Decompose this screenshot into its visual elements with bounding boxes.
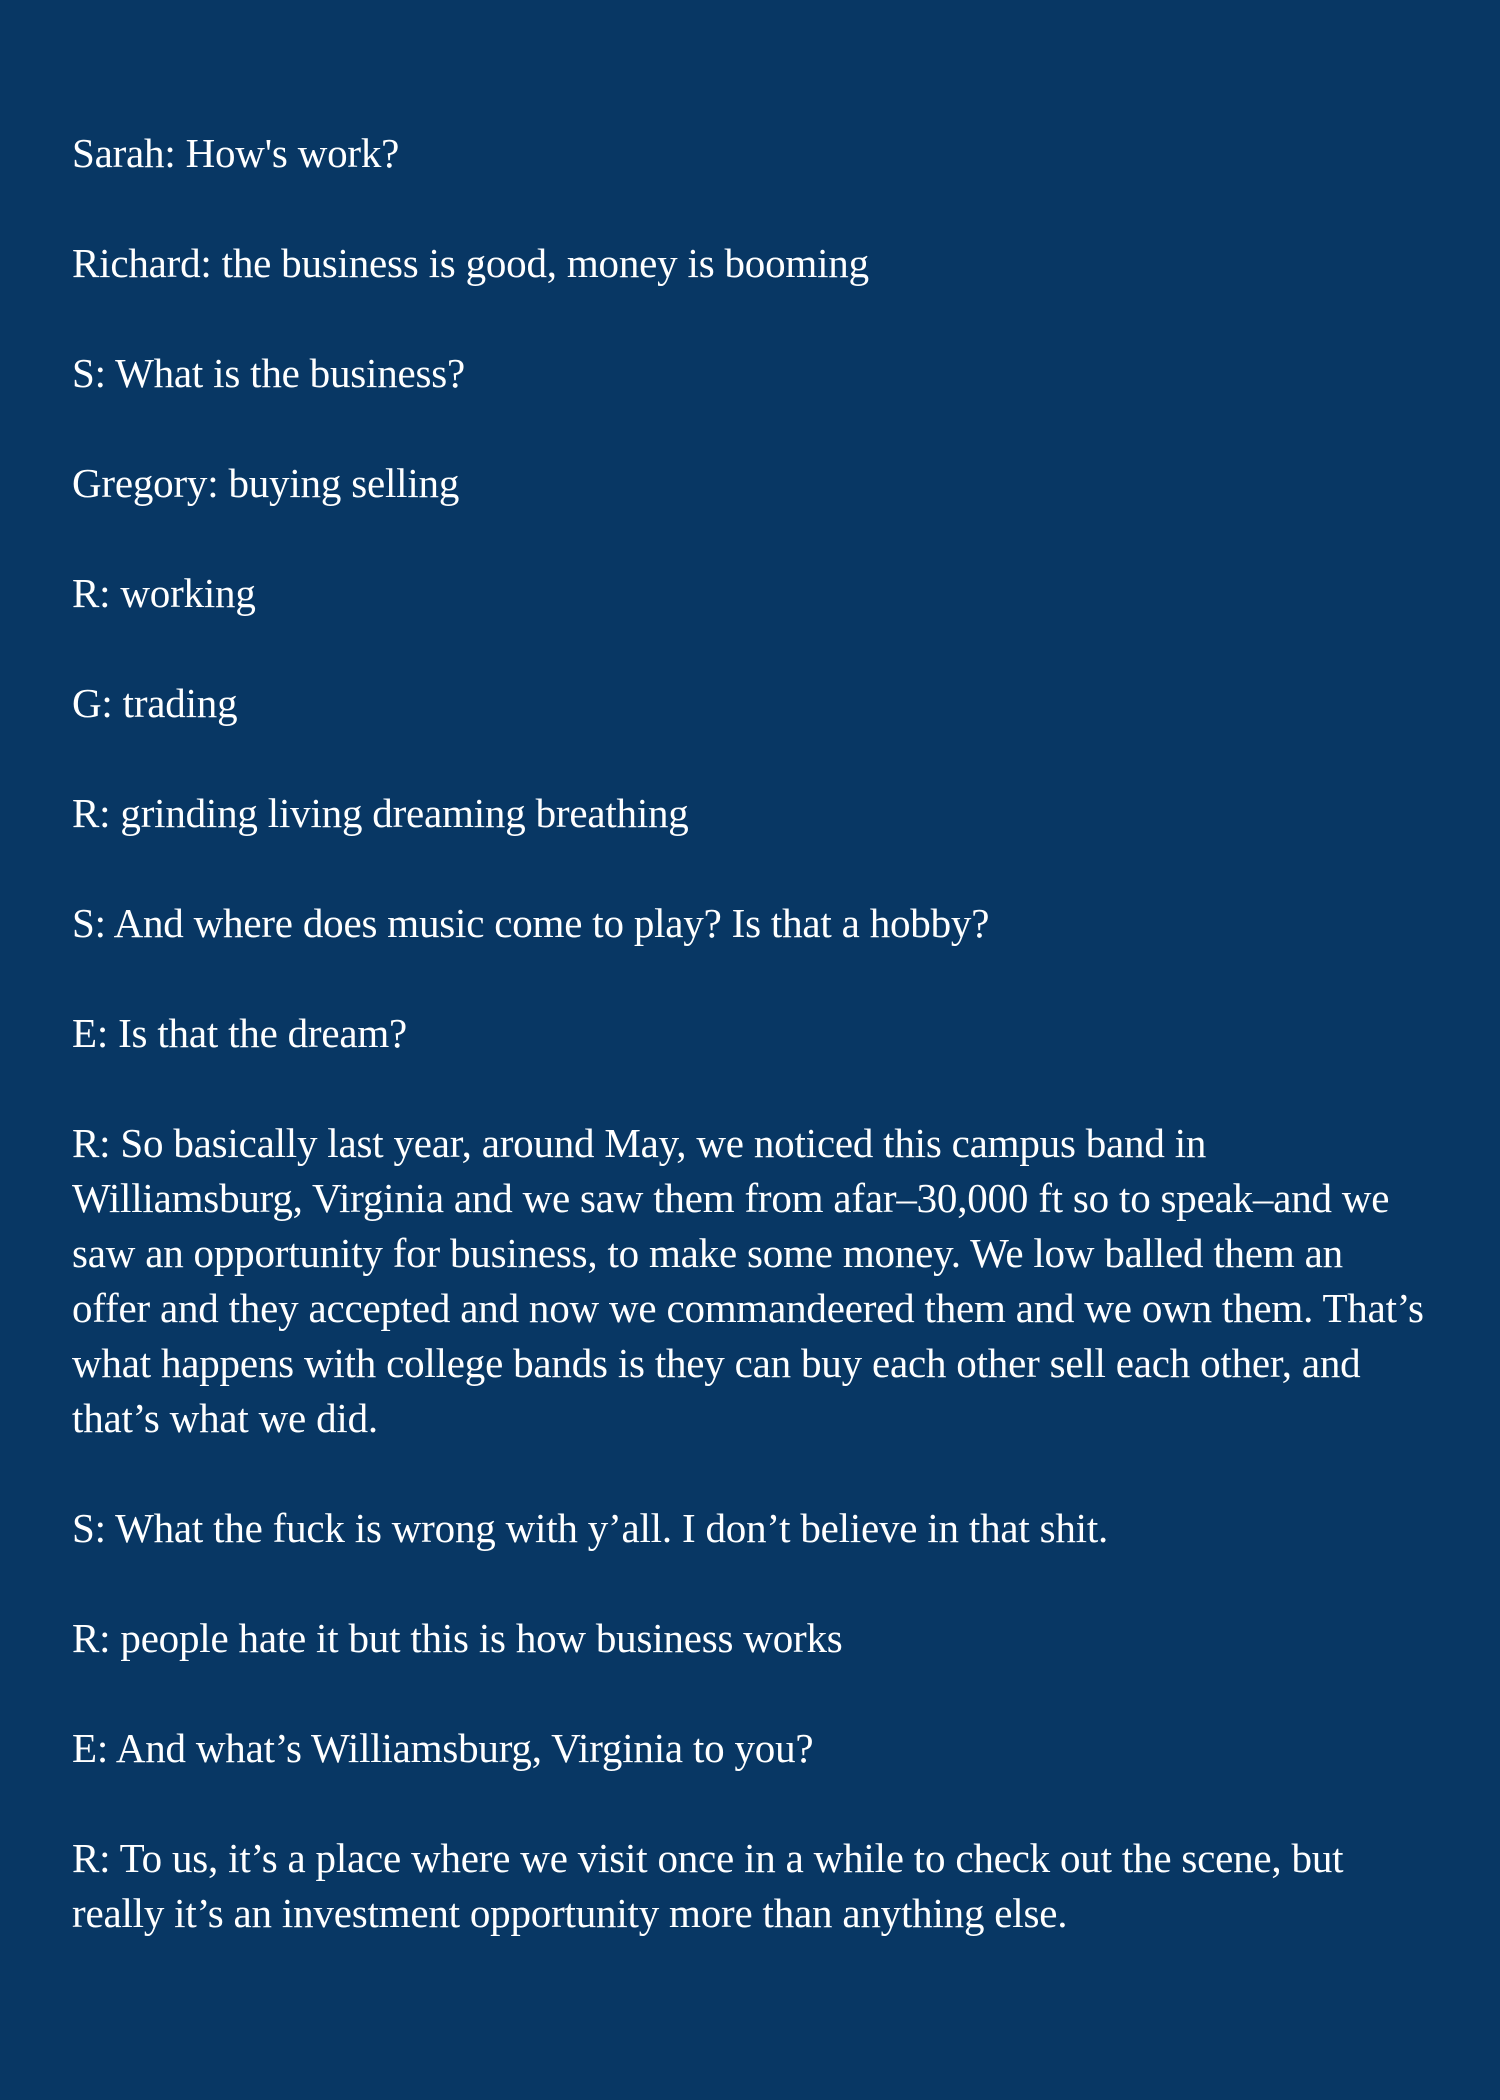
- dialogue-line-gregory-trading: G: trading: [72, 680, 238, 726]
- dialogue-line-gregory-buying-selling: Gregory: buying selling: [72, 460, 460, 506]
- dialogue-line-richard-how-business-works: R: people hate it but this is how business works: [72, 1615, 843, 1661]
- dialogue-line-e-dream: E: Is that the dream?: [72, 1010, 408, 1056]
- dialogue-line-richard-campus-band: R: So basically last year, around May, we noticed this campus band in Williamsburg, Virginia and we saw them from afar–30,000 ft so to speak–and we saw an opportunity for business, to make some money. We low balled them an offer and they accepted and now we commandeered them and we own them. That’s what happens with college bands is they can buy each other sell each other, and that’s what we did.: [72, 1120, 1424, 1441]
- dialogue-line-richard-business-good: Richard: the business is good, money is booming: [72, 240, 869, 286]
- dialogue-line-sarah-what-business: S: What is the business?: [72, 350, 466, 396]
- dialogue-line-sarah-music-hobby: S: And where does music come to play? Is that a hobby?: [72, 900, 990, 946]
- dialogue-line-richard-working: R: working: [72, 570, 256, 616]
- dialogue-line-sarah-reaction: S: What the fuck is wrong with y’all. I don’t believe in that shit.: [72, 1505, 1109, 1551]
- dialogue-line-sarah-hows-work: Sarah: How's work?: [72, 130, 400, 176]
- dialogue-line-richard-investment: R: To us, it’s a place where we visit once in a while to check out the scene, but really it’s an investment opportunity more than anything else.: [72, 1835, 1344, 1936]
- dialogue-line-e-williamsburg: E: And what’s Williamsburg, Virginia to you?: [72, 1725, 814, 1771]
- dialogue-line-richard-grinding: R: grinding living dreaming breathing: [72, 790, 689, 836]
